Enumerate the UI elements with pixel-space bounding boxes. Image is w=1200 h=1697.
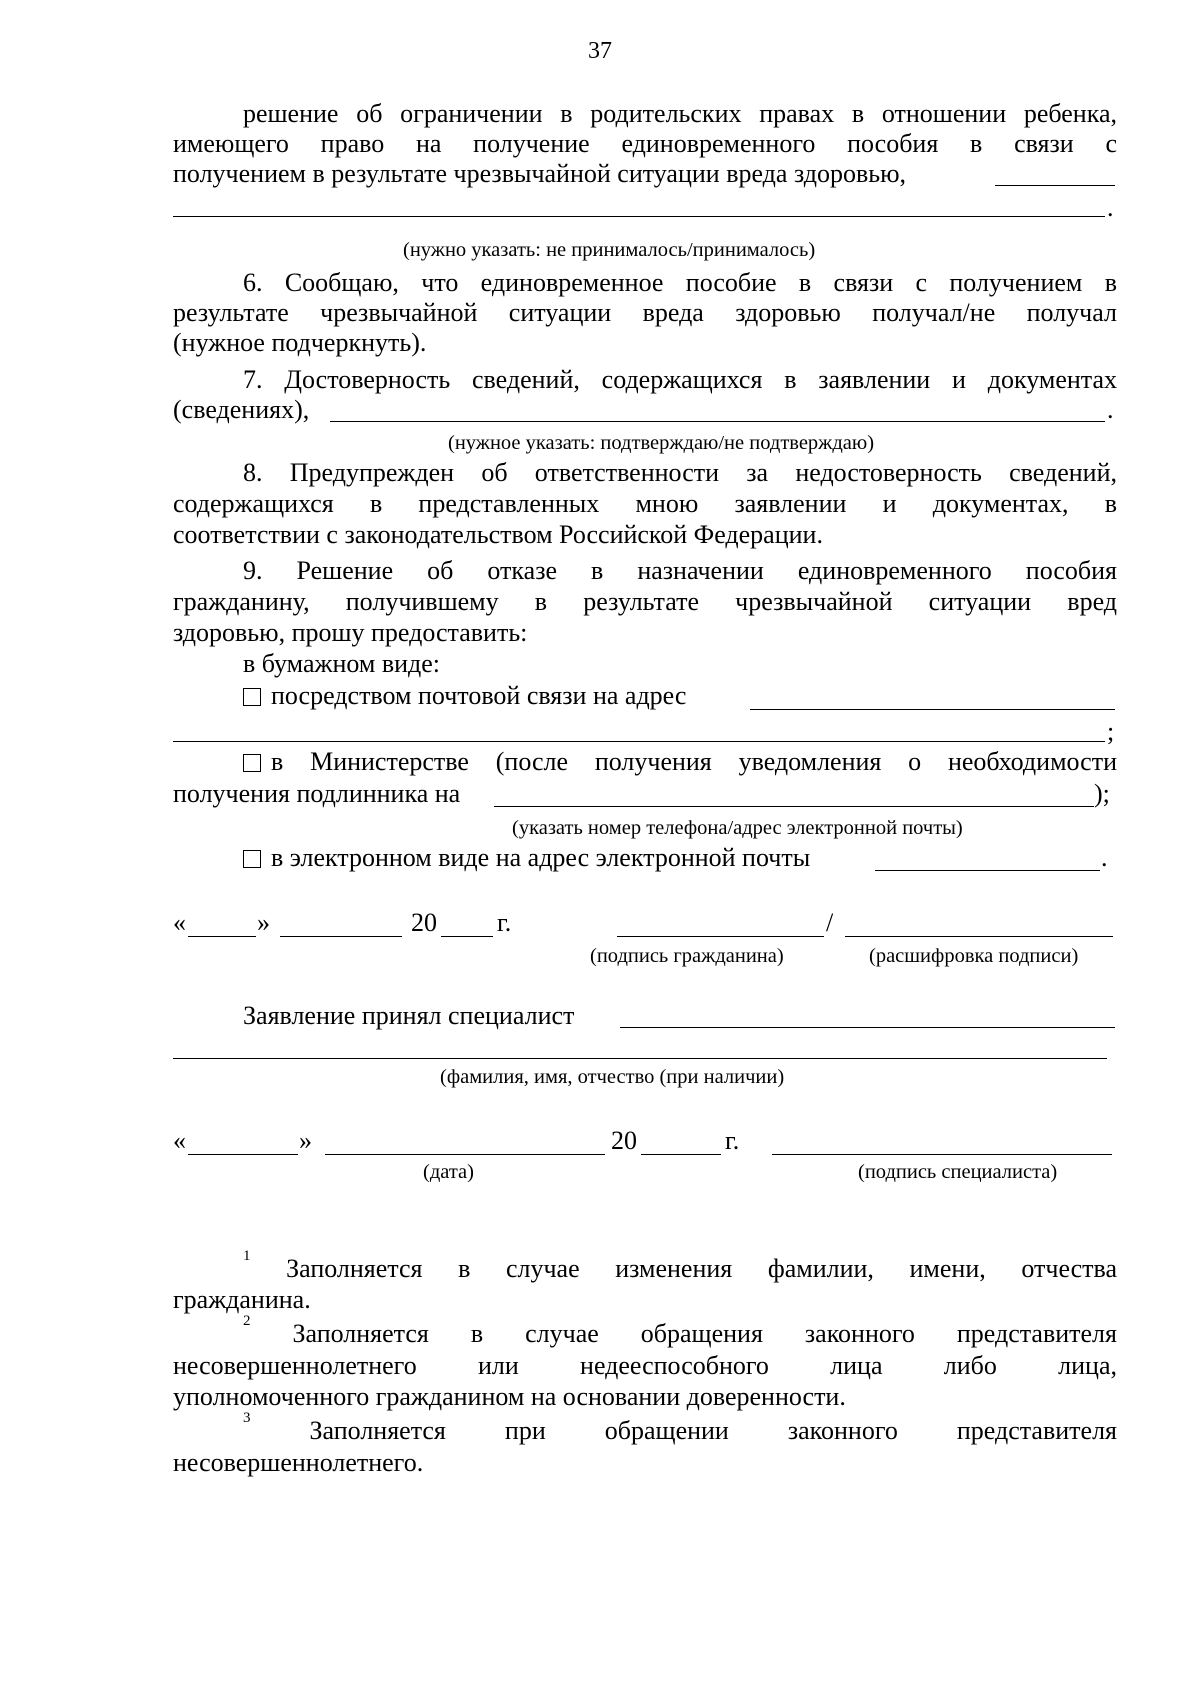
ministry-checkbox[interactable] xyxy=(243,754,261,772)
item6-line-3: (нужное подчеркнуть). xyxy=(173,328,427,357)
item7-prefix: (сведениях), xyxy=(173,395,310,424)
date2-year-blank[interactable] xyxy=(641,1154,721,1155)
item8-line-2: содержащихся в представленных мною заявлении и документах, в xyxy=(173,489,1117,518)
signature-slash: / xyxy=(826,908,834,937)
accepted-label: Заявление принял специалист xyxy=(243,1001,575,1030)
footnote-1-line-2: гражданина. xyxy=(173,1285,311,1314)
post-address-blank-1[interactable] xyxy=(750,709,1115,710)
date1-year-prefix: 20 xyxy=(411,908,437,937)
footnote-1-text: Заполняется в случае изменения фамилии, имени, отчества xyxy=(286,1254,1118,1283)
citizen-decode-hint: (расшифровка подписи) xyxy=(869,945,1079,967)
citizen-signature-blank[interactable] xyxy=(617,936,824,937)
ministry-line-2: получения подлинника на xyxy=(173,779,461,808)
date1-close-quote: » xyxy=(257,908,270,937)
ministry-end: ); xyxy=(1094,779,1110,808)
item7-hint: (нужное указать: подтверждаю/не подтверждаю) xyxy=(448,432,875,454)
date2-month-blank[interactable] xyxy=(325,1154,605,1155)
date1-g: г. xyxy=(497,908,512,937)
post-label: посредством почтовой связи на адрес xyxy=(271,681,687,710)
footnote-1-number: 1 xyxy=(243,1248,251,1264)
item8-line-3: соответствии с законодательством Российской Федерации. xyxy=(173,520,823,549)
date1-year-blank[interactable] xyxy=(441,936,493,937)
footnote-1-line-1 xyxy=(243,1248,1118,1285)
ministry-label: в Министерстве (после получения уведомления о необходимости xyxy=(271,747,1117,776)
footnote-2-text: Заполняется в случае обращения законного представителя xyxy=(292,1319,1117,1348)
item7-end: . xyxy=(1107,395,1114,424)
citizen-signature-hint: (подпись гражданина) xyxy=(590,945,784,967)
ministry-contact-blank[interactable] xyxy=(494,806,1094,807)
option-ministry xyxy=(243,746,1117,778)
footnote-3-line-1 xyxy=(243,1410,1117,1447)
footnote-3-text: Заполняется при обращении законного представителя xyxy=(309,1416,1117,1445)
item6-line-2: результате чрезвычайной ситуации вреда здоровью получал/не получал xyxy=(173,298,1117,327)
footnote-2-line-2: несовершеннолетнего или недееспособного лица либо лица, xyxy=(173,1351,1117,1380)
item9-line-3: здоровью, прошу предоставить: xyxy=(173,618,528,647)
post-checkbox[interactable] xyxy=(243,688,261,706)
footnote-3-number: 3 xyxy=(243,1410,251,1426)
intro-line-2: имеющего право на получение единовременного пособия в связи с xyxy=(173,129,1117,158)
date2-day-blank[interactable] xyxy=(188,1154,298,1155)
date2-year-prefix: 20 xyxy=(611,1126,637,1155)
item7-blank[interactable] xyxy=(330,421,1105,422)
footnote-3-line-2: несовершеннолетнего. xyxy=(173,1448,424,1477)
date1-day-blank[interactable] xyxy=(188,936,256,937)
option-email xyxy=(243,842,810,874)
date1-month-blank[interactable] xyxy=(280,936,402,937)
item9-line-2: гражданину, получившему в результате чрезвычайной ситуации вред xyxy=(173,587,1117,616)
intro-line-1: решение об ограничении в родительских правах в отношении ребенка, xyxy=(243,99,1117,128)
page-number: 37 xyxy=(588,38,612,64)
item9-line-1: 9. Решение об отказе в назначении единовременного пособия xyxy=(243,556,1117,585)
footnote-2-line-3: уполномоченного гражданином на основании доверенности. xyxy=(173,1382,846,1411)
citizen-decode-blank[interactable] xyxy=(845,936,1113,937)
date2-open-quote: « xyxy=(173,1126,186,1155)
date2-g: г. xyxy=(725,1126,740,1155)
intro-line-3: получением в результате чрезвычайной ситуации вреда здоровью, xyxy=(173,159,907,188)
specialist-name-blank-2[interactable] xyxy=(173,1058,1107,1059)
item7-line-1: 7. Достоверность сведений, содержащихся в заявлении и документах xyxy=(243,365,1117,394)
intro-blank-2[interactable] xyxy=(173,216,1105,217)
date1-open-quote: « xyxy=(173,908,186,937)
email-blank[interactable] xyxy=(875,870,1100,871)
paper-label: в бумажном виде: xyxy=(243,649,441,678)
specialist-signature-hint: (подпись специалиста) xyxy=(858,1161,1058,1183)
specialist-name-blank-1[interactable] xyxy=(620,1027,1115,1028)
footnote-2-number: 2 xyxy=(243,1313,251,1329)
email-label: в электронном виде на адрес электронной почты xyxy=(271,843,811,872)
specialist-name-hint: (фамилия, имя, отчество (при наличии) xyxy=(440,1066,785,1088)
post-address-blank-2[interactable] xyxy=(173,741,1105,742)
ministry-hint: (указать номер телефона/адрес электронной почты) xyxy=(512,817,963,839)
email-end: . xyxy=(1101,843,1108,872)
email-checkbox[interactable] xyxy=(243,850,261,868)
footnote-2-line-1 xyxy=(243,1313,1117,1350)
item8-line-1: 8. Предупрежден об ответственности за недостоверность сведений, xyxy=(243,458,1117,487)
intro-blank-1[interactable] xyxy=(995,185,1115,186)
intro-end: . xyxy=(1107,193,1114,222)
specialist-signature-blank[interactable] xyxy=(772,1154,1112,1155)
post-end: ; xyxy=(1107,717,1115,746)
date2-hint: (дата) xyxy=(423,1161,474,1183)
intro-hint: (нужно указать: не принималось/принималось) xyxy=(403,239,816,261)
option-post xyxy=(243,680,686,712)
item6-line-1: 6. Сообщаю, что единовременное пособие в связи с получением в xyxy=(243,268,1117,297)
date2-close-quote: » xyxy=(299,1126,312,1155)
